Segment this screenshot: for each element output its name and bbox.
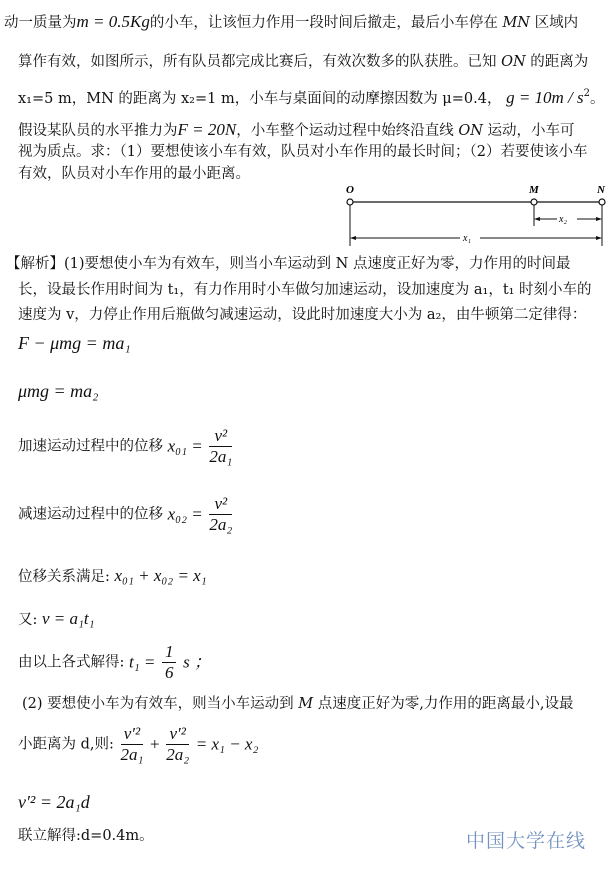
equation-velocity: 又: v = a₁t₁ xyxy=(18,609,95,628)
problem-line-2: 算作有效，如图所示，所有队员都完成比赛后，有效次数多的队获胜。已知 ON 的距离为 xyxy=(18,54,589,70)
fraction: $\frac{\text{v′²}}{\text{2a₂}}$ xyxy=(166,724,190,764)
label-o: O xyxy=(346,184,354,196)
track-diagram xyxy=(340,180,608,250)
equation-decel-displacement: 减速运动过程中的位移 x₀₂ = $\frac{\text{v²}}{\text{2a₂}}$ xyxy=(18,494,233,534)
x2-arrowhead-right xyxy=(596,217,602,221)
point-o xyxy=(347,199,353,205)
point-n xyxy=(599,199,605,205)
fraction: $\frac{1}{6}$ xyxy=(162,642,177,683)
x1-arrowhead-left xyxy=(350,236,356,240)
equation-displacement-relation: 位移关系满足: x₀₁ + x₀₂ = x₁ xyxy=(18,566,207,585)
problem-line-6: 有效，队员对小车作用的最小距离。 xyxy=(18,166,250,182)
equation-t1-result: 由以上各式解得: t₁ = $\frac{1}{6}$ s ； xyxy=(18,642,211,682)
solution-line-3: 速度为 v，力停止作用后瓶做匀减速运动，设此时加速度大小为 a₂，由牛顿第二定律得： xyxy=(18,307,587,323)
label-x1: x₁ xyxy=(463,233,471,244)
solution-line-2: 长，设最长作用时间为 t₁，有力作用时小车做匀加速运动，设加速度为 a₁，t₁ 时刻小车的 xyxy=(18,282,592,298)
problem-line-3: x₁=5 m，MN 的距离为 x₂=1 m，小车与桌面间的动摩擦因数为 μ=0.4， $g = 10m / s^2$。 xyxy=(18,88,605,107)
problem-line-1: 动一质量为m = 0.5Kg的小车，让该恒力作用一段时间后撤走，最后小车停在 MN 区域内 xyxy=(4,12,579,31)
label-n: N xyxy=(597,184,605,196)
final-answer: 联立解得:d=0.4m。 xyxy=(18,828,154,844)
equation-newton-accel: F − μmg = ma₁ xyxy=(18,333,131,353)
equation-min-distance: 小距离为 d,则: $\frac{\text{v′²}}{\text{2a₁}}$ + $\frac{\text{v′²}}{\text{2a₂}}$ = x₁ − x₂ xyxy=(18,724,259,764)
equation-velocity-squared: v′² = 2a₁d xyxy=(18,792,90,812)
equation-accel-displacement: 加速运动过程中的位移 x₀₁ = $\frac{\text{v²}}{\text{2a₁}}$ xyxy=(18,426,233,466)
label-x2: x₂ xyxy=(559,214,567,225)
point-m xyxy=(531,199,537,205)
watermark: 中国大学在线 xyxy=(466,830,587,852)
x2-arrowhead-left xyxy=(534,217,540,221)
x1-arrowhead-right xyxy=(596,236,602,240)
fraction: $\frac{\text{v′²}}{\text{2a₁}}$ xyxy=(120,724,144,764)
fraction: $\frac{\text{v²}}{\text{2a₁}}$ xyxy=(209,426,233,466)
equation-newton-decel: μmg = ma₂ xyxy=(18,381,99,401)
solution-part2-line-1: (2) 要想使小车为有效车，则当小车运动到 M 点速度正好为零,力作用的距离最小,设最 xyxy=(22,696,574,712)
fraction: $\frac{\text{v²}}{\text{2a₂}}$ xyxy=(209,494,233,534)
problem-line-5: 视为质点。求：（1）要想使该小车有效，队员对小车作用的最长时间；（2）若要使该小车 xyxy=(18,144,588,160)
solution-line-1: 【解析】(1)要想使小车为有效车，则当小车运动到 N 点速度正好为零，力作用的时间最 xyxy=(6,256,571,272)
problem-line-4: 假设某队员的水平推力为F = 20N，小车整个运动过程中始终沿直线 ON 运动，小车可 xyxy=(18,120,575,139)
label-m: M xyxy=(529,184,539,196)
